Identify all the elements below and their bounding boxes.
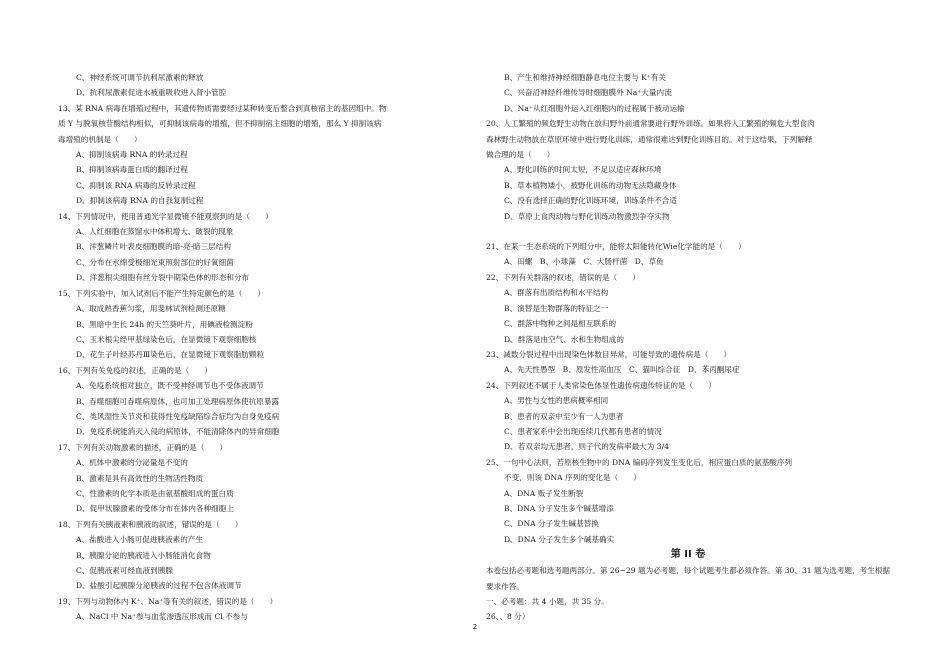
question-16-option-c: C、类风湿性关节炎和获得性免疫缺陷综合症均为自身免疫病	[76, 411, 280, 421]
question-24-option-b: B、患者的双亲中至少有一人为患者	[504, 411, 624, 421]
question-18: 18、下列有关胰液素和胰液的叙述，错误的是（ ）	[58, 519, 243, 529]
question-26: 26、、8 分）	[486, 612, 530, 622]
question-20-option-d: D、草原上食肉动物与野化训练动物激烈争夺实物	[504, 211, 670, 221]
question-16: 16、下列有关免疫的叙述，正确的是（ ）	[58, 365, 212, 375]
question-14-option-c: C、分布在水绵受极细光束照射部位的好氧细菌	[76, 257, 234, 267]
question-19-option-b: B、产生和维持神经细胞静息电位主要与 K⁺有关	[504, 73, 666, 82]
question-23: 23、减数分裂过程中出现染色体数目异常，可能导致的遗传病是（ ）	[486, 349, 732, 359]
question-22-option-d: D、群落是由空气、水和生物组成的	[504, 334, 624, 344]
question-20-option-c: C、没有选择正确的野化训练环境，训练条件不合适	[504, 196, 677, 206]
question-21: 21、在某一生态系统的下列组分中，能将太阳能转化Wie化学能的是（ ）	[486, 242, 746, 252]
section-intro: 本卷包括必考题和选考题两部分。第 26~29 题为必考题，每个试题考生都必须作答。第 30、31 题为选考题，考生根据要求作答。	[486, 566, 890, 591]
question-14: 14、下列情况中，使用普通光学显微镜不能观察到的是（ ）	[58, 211, 273, 221]
question-19-option-d: D、Na⁺从红细胞外运入红细胞内的过程属于被动运输	[504, 103, 685, 113]
question-16-option-a: A、免疫系统相对独立，既不受神经调节也不受体液调节	[76, 381, 264, 391]
question-19-option-a: A、NaCl 中 Na⁺参与血浆渗透压形成而 Cl 不参与	[76, 612, 248, 622]
question-14-option-d: D、洋葱根尖细胞有丝分裂中期染色体的形态和分布	[76, 273, 250, 283]
question-23-options: A、先天性愚型 B、原发性高血压 C、猫叫综合征 D、苯丙酮尿症	[504, 365, 740, 375]
question-24-option-a: A、男性与女性的患病概率相同	[504, 396, 609, 406]
question-14-option-a: A、人红细胞在蒸馏水中体积增大、破裂的现象	[76, 227, 234, 237]
page-number: 2	[472, 623, 478, 631]
question-17: 17、下列有关动物激素的描述，正确的是（ ）	[58, 442, 228, 452]
question-19: 19、下列与动物体内 K⁺、Na⁺等有关的叙述，错误的是（ ）	[58, 596, 278, 606]
question-17-option-c: C、性激素的化学本质是由氨基酸组成的蛋白质	[76, 488, 234, 498]
question-17-option-a: A、机体中激素的分泌量是不变的	[76, 458, 188, 468]
question-15: 15、下列实验中，加入试剂后不能产生特定颜色的是（ ）	[58, 288, 266, 298]
option-d: D、抗利尿激素促进水被重吸收进入肾小管腔	[76, 88, 227, 98]
question-16-option-d: D、免疫系统能消灭入侵的病原体，不能清除体内的异常细胞	[76, 427, 280, 437]
question-24-option-c: C、患者家系中会出现连续几代都有患者的情况	[504, 426, 662, 436]
question-13-option-d: D、抑制该病毒 RNA 的自我复制过程	[76, 196, 204, 206]
question-20-line-1: 20、人工繁殖的频危野生动物在放归野外前通常要进行野外训练。如果将人工繁殖的频危大型食肉	[486, 119, 815, 129]
question-17-option-b: B、激素是具有高效性的生物活性物质	[76, 473, 204, 483]
question-15-option-a: A、取成熟香蕉匀浆，用斐林试剂检测还原糖	[76, 304, 226, 314]
question-20-option-b: B、草本植物矮小，被野化训练的动物无法隐藏身体	[504, 180, 677, 190]
question-25-option-a: A、DNA 贩子发生断裂	[504, 488, 584, 498]
question-22-option-a: A、群落有出质结构和水平结构	[504, 288, 609, 298]
question-18-option-b: B、胰腺分泌的胰液进入小肠能消化食物	[76, 550, 211, 560]
question-16-option-b: B、吞噬细胞可吞噬病原体，也可加工处理病原体使抗原暴露	[76, 396, 280, 406]
question-18-option-a: A、盐酸进入小肠可促进胰液素的产生	[76, 535, 203, 545]
question-18-option-d: D、盐酸引起胰腺分泌胰液的过程不包含体液调节	[76, 581, 242, 591]
question-20-option-a: A、野化训练的时间太短，不足以适应森林环境	[504, 165, 662, 175]
question-22: 22、下列有关群落的叙述，错误的是（ ）	[486, 272, 640, 282]
question-19-option-c: C、兴奋沿神经纤维传导时细胞膜外 Na⁺大量内流	[504, 88, 672, 98]
question-18-option-c: C、促胰液素可经血液到胰腺	[76, 566, 173, 575]
question-20-line-2: 森林野生动物放在草原环境中进行野化训练，通常很难达到野化训练目的。对于这结果，下列解释	[486, 134, 813, 144]
question-25-line-1: 25、一句中心法则，若原核生物中的 DNA 编码序列发生变化后，相应蛋白质的氨基酸序列	[486, 457, 793, 467]
question-25-line-2: 不变，则该 DNA 序列的变化是（ ）	[504, 473, 641, 483]
question-21-options: A、田螺 B、小球藻 C、大肠杆菌 D、草鱼	[504, 257, 664, 267]
question-15-option-b: B、黑暗中生长 24h 的天竺葵叶片，用碘液检测淀粉	[76, 319, 253, 329]
question-25-option-c: C、DNA 分子发生碱基替换	[504, 519, 599, 529]
question-17-option-d: D、促甲状腺激素的受体分布在体内各种细胞上	[76, 504, 234, 514]
part-heading: 一、必考题：共 4 小题，共 35 分。	[486, 597, 609, 606]
right-column	[486, 70, 890, 625]
question-22-option-c: C、群落中物种之间是相互联系的	[504, 319, 617, 329]
blank-gap	[486, 224, 890, 239]
question-13-option-b: B、抑制该病毒蛋白质的翻译过程	[76, 165, 188, 175]
question-25-option-d: D、DNA 分子发生多个碱基确实	[504, 534, 615, 544]
question-20-line-3: 做合理的是（ ）	[486, 150, 555, 160]
question-13-line-3: 毒增殖的机制是（ ）	[58, 134, 142, 144]
left-column	[58, 70, 458, 625]
option-c: C、神经系统可调节抗利尿激素的释放	[76, 73, 204, 82]
question-15-option-d: D、花生子叶经苏丹Ⅲ染色后，在显微镜下观察脂肪颗粒	[76, 350, 265, 360]
question-13-option-a: A、抑制该病毒 RNA 的转录过程	[76, 150, 188, 160]
section-title: 第 II 卷	[670, 549, 706, 561]
question-22-option-b: B、演替是生物群落的特征之一	[504, 303, 609, 313]
question-25-option-b: B、DNA 分子发生多个碱基增添	[504, 503, 614, 513]
question-13-line-2: 质 Y 与脱氧核苷酸结构相似，可抑制该病毒的增殖，但不抑制宿主细胞的增殖，那么 Y 抑制该病	[58, 119, 382, 129]
question-13-option-c: C、抑制该 RNA 病毒的反转录过程	[76, 180, 196, 190]
question-15-option-c: C、玉米根尖经甲基绿染色后，在显微镜下观察细胞核	[76, 334, 257, 344]
question-13-line-1: 13、某 RNA 病毒在增殖过程中，其遗传物质需要经过某种转变后整合到真核宿主的基因组中。物	[58, 103, 387, 113]
question-24: 24、下列叙述不属于人类常染色体显性遗传病遗传特征的是（ ）	[486, 380, 716, 390]
question-14-option-b: B、洋葱鳞片叶表皮细胞膜的暗-亮-暗三层结构	[76, 242, 231, 252]
question-24-option-d: D、若双亲均无患者，则子代的发病率最大为 3/4	[504, 442, 670, 452]
